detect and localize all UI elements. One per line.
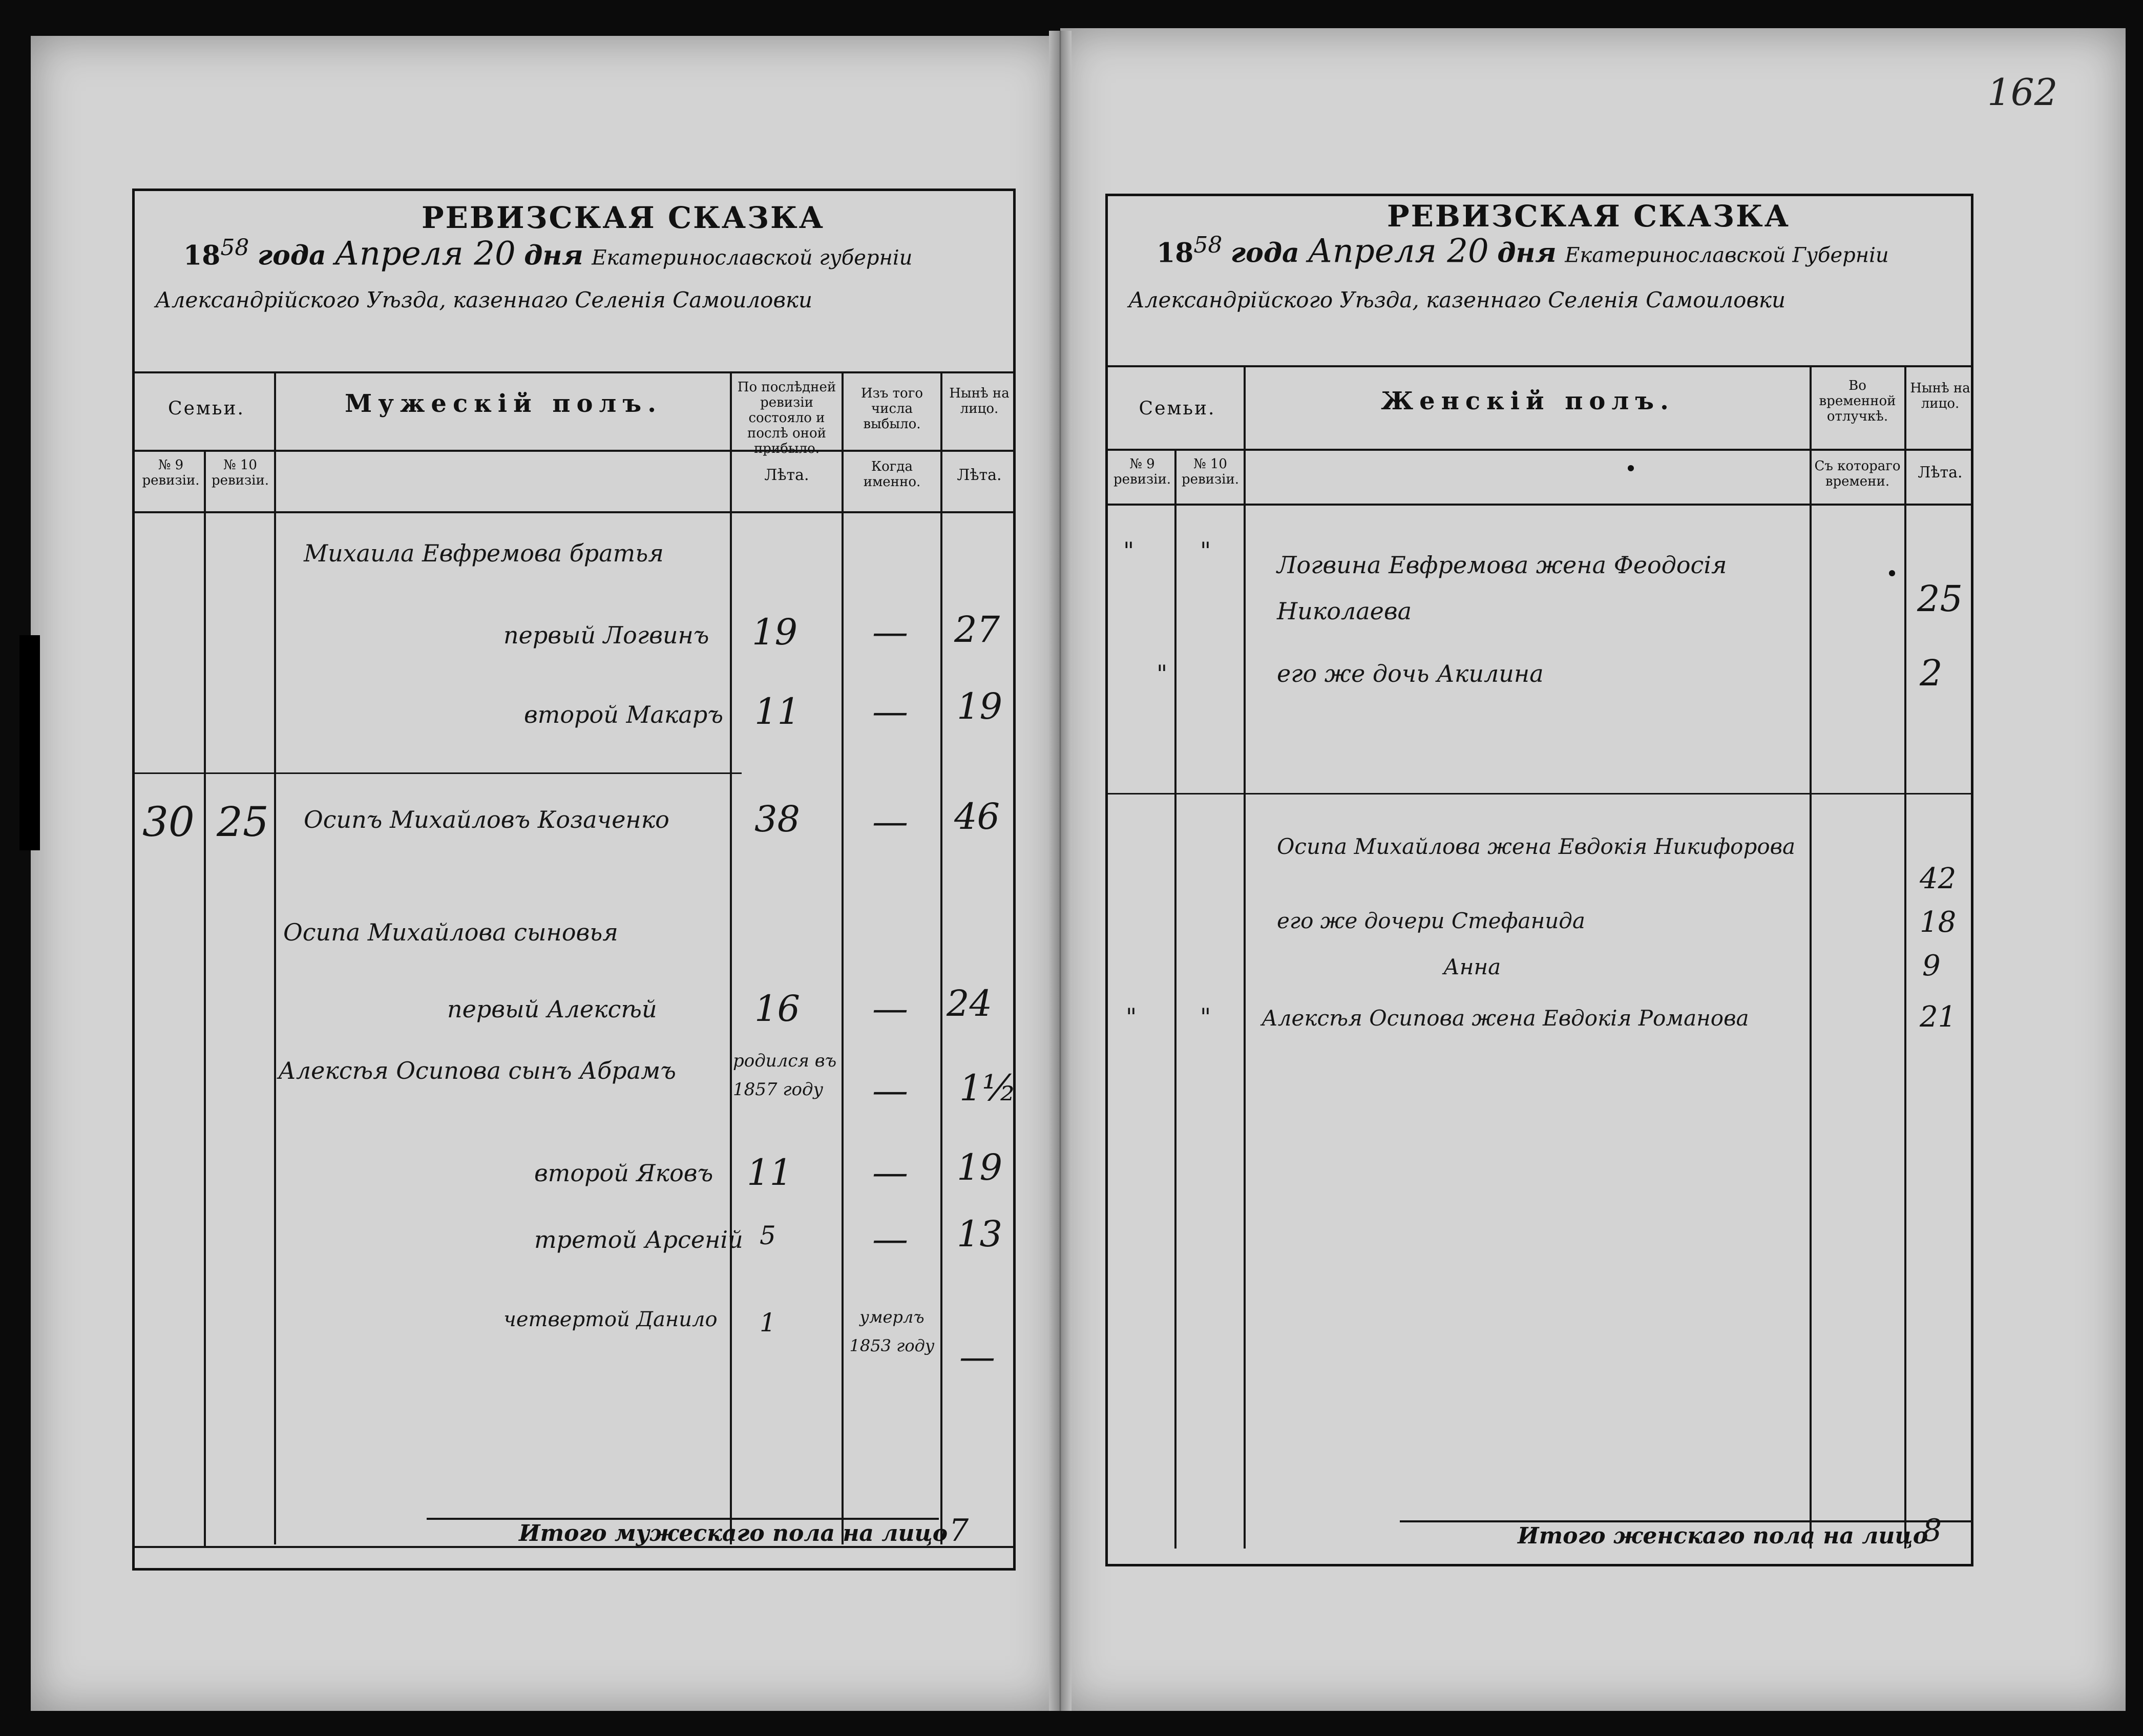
col-years: Лѣта. [764, 466, 809, 484]
section-title-female: Женскій полъ. [1381, 387, 1675, 415]
male-row-name: Осипъ Михайловъ Козаченко [304, 806, 669, 833]
col-no9: № 9 ревизіи. [142, 457, 200, 488]
female-row-now-age: 2 [1920, 652, 1943, 694]
male-row-prev-age: 11 [747, 1152, 793, 1194]
male-row-departed: — [872, 988, 908, 1030]
male-row-name: первый Алексѣй [447, 995, 657, 1023]
ink-dot [1889, 570, 1895, 576]
male-row-now-age: 19 [957, 685, 1003, 727]
col-departed: Изъ того числа выбыло. [861, 386, 923, 432]
year-print: 18 [183, 240, 221, 271]
col-years-present: Лѣта. [957, 466, 1002, 484]
section-title-male: Мужескій полъ. [345, 389, 662, 418]
female-row-name: его же дочери Стефанида [1277, 908, 1585, 933]
col-no10: № 10 ревизіи. [211, 457, 269, 488]
male-row-name: второй Макаръ [524, 701, 724, 728]
gubernia-handwritten: Екатеринославской Губерніи [1565, 243, 1889, 267]
male-row-prev-age: 16 [754, 988, 801, 1030]
male-row-prev-age: 1 [760, 1308, 776, 1337]
female-row-no10: " [1200, 1003, 1211, 1031]
male-row-prev-age: 11 [754, 691, 801, 733]
male-row-prev-age: 38 [754, 798, 801, 840]
male-row-name: второй Яковъ [534, 1159, 713, 1187]
col-since: Съ котораго времени. [1814, 458, 1901, 489]
male-row-prev-age: 19 [752, 611, 798, 653]
female-row-no9: " [1123, 537, 1134, 564]
female-row-name: Алексѣя Осипова жена Евдокія Романова [1262, 1006, 1749, 1031]
year-print: 18 [1157, 237, 1194, 269]
female-row-name: Логвина Евфремова жена Феодосія Николаева [1277, 551, 1727, 625]
female-row-now-age: 21 [1920, 1000, 1957, 1034]
col-last-revision: По послѣдней ревизіи состояло и послѣ оной прибыло. [737, 380, 836, 456]
col-no10: № 10 ревизіи. [1181, 456, 1239, 487]
left-revision-form [132, 189, 1016, 1571]
female-row-now-age: 9 [1922, 949, 1941, 982]
male-row-no9: 30 [142, 798, 195, 846]
male-row-name: третой Арсеній [534, 1226, 743, 1253]
male-row-now-age: 24 [947, 982, 993, 1024]
col-years: Лѣта. [1918, 464, 1963, 482]
female-total-value: 8 [1922, 1513, 1942, 1549]
col-no9: № 9 ревизіи. [1113, 456, 1171, 487]
goda-label: года [1230, 237, 1299, 269]
form-title: РЕВИЗСКАЯ СКАЗКА [1387, 199, 1790, 234]
uezd-line: Александрійского Уѣзда, казеннаго Селенія Самоиловки [1128, 287, 1786, 312]
male-row-now-age: — [959, 1336, 995, 1378]
dnya-label: дня [1497, 237, 1557, 269]
male-row-now-age: 46 [954, 796, 1000, 838]
female-row-name: его же дочь Акилина [1277, 660, 1544, 687]
female-row-name: Осипа Михайлова жена Евдокія Никифорова [1277, 834, 1796, 859]
ink-dot [1628, 465, 1634, 471]
female-row-now-age: 42 [1920, 862, 1957, 895]
goda-label: года [257, 240, 326, 271]
male-total-value: 7 [949, 1513, 969, 1549]
col-families: Семьи. [1139, 398, 1216, 419]
col-absent: Во временной отлучкѣ. [1819, 378, 1896, 424]
male-row-departed: — [872, 1218, 908, 1260]
female-row-no9: " [1157, 660, 1168, 687]
dnya-label: дня [524, 240, 583, 271]
male-row-name: первый Логвинъ [503, 621, 709, 649]
date-line [183, 235, 912, 273]
male-row-now-age: 27 [954, 609, 1000, 651]
right-revision-form [1105, 194, 1973, 1566]
male-row-no10: 25 [217, 798, 269, 846]
female-row-now-age: 18 [1920, 906, 1957, 939]
binding-strip [19, 635, 40, 850]
folio-number: 162 [1987, 71, 2058, 114]
year-handwritten: 58 [220, 235, 249, 261]
male-row-name: Михаила Евфремова братья [304, 539, 664, 567]
female-row-no9: " [1126, 1003, 1137, 1031]
male-row-name: Осипа Михайлова сыновья [283, 918, 618, 946]
female-row-now-age: 25 [1917, 578, 1963, 620]
male-row-name: четвертой Данило [503, 1308, 718, 1331]
female-row-no10: " [1200, 537, 1211, 564]
male-row-departed: — [872, 611, 908, 653]
uezd-line: Александрійского Уѣзда, казеннаго Селенія Самоиловки [155, 287, 813, 312]
female-total-label: Итого женскаго пола на лицо [1518, 1523, 1928, 1549]
male-row-prev-age: родился въ 1857 году [733, 1051, 837, 1100]
col-when: Когда именно. [863, 459, 921, 490]
male-row-now-age: 13 [957, 1213, 1003, 1255]
book-spine [1049, 31, 1072, 1711]
month-handwritten: Апреля 20 [1308, 232, 1489, 270]
date-line [1157, 232, 1889, 270]
gubernia-handwritten: Екатеринославской губерніи [592, 246, 913, 270]
col-families: Семьи. [168, 398, 245, 419]
male-row-departed: — [872, 1152, 908, 1194]
male-row-now-age: 1½ [959, 1067, 1017, 1109]
male-row-departed: — [872, 801, 908, 843]
form-title: РЕВИЗСКАЯ СКАЗКА [422, 200, 825, 235]
male-row-now-age: 19 [957, 1146, 1003, 1188]
male-row-prev-age: 5 [760, 1221, 776, 1250]
year-handwritten: 58 [1193, 232, 1223, 258]
month-handwritten: Апреля 20 [334, 235, 516, 273]
male-row-name: Алексѣя Осипова сынъ Абрамъ [278, 1057, 676, 1084]
male-row-departed: — [872, 1070, 908, 1112]
col-present: Нынѣ на лицо. [949, 386, 1010, 416]
col-present: Нынѣ на лицо. [1910, 381, 1970, 411]
male-total-label: Итого мужескаго пола на лицо [519, 1520, 948, 1546]
male-row-departed: — [872, 691, 908, 733]
male-row-departed: умерлъ 1853 году [849, 1307, 935, 1355]
female-row-name: Анна [1443, 954, 1501, 979]
